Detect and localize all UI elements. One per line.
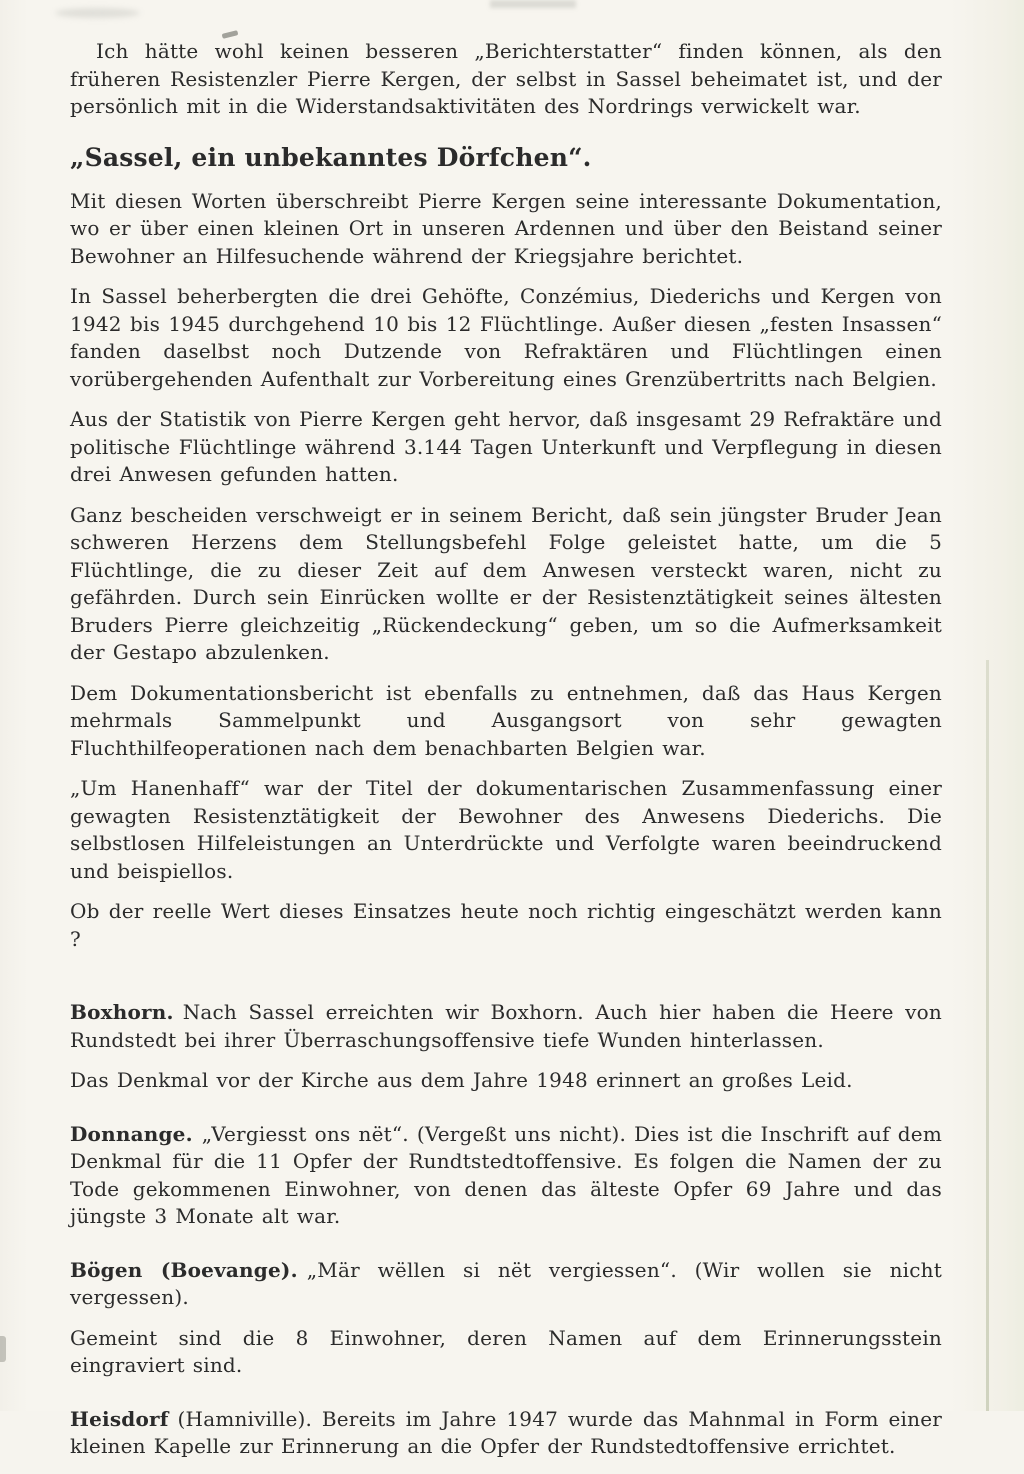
paragraph-boxhorn [70,999,942,1054]
paragraph-text: „Mär wëllen si nët vergiessen“. (Wir wollen sie nicht vergessen). [70,1257,942,1309]
paragraph-heisdorf [70,1406,942,1461]
paragraph-text: Aus der Statistik von Pierre Kergen geht hervor, daß insgesamt 29 Refraktäre und politische Flüchtlinge während 3.144 Tagen Unterkunft und Verpflegung in diesen drei Anwesen gefunden hatten. [70,407,942,486]
paragraph-text: Mit diesen Worten überschreibt Pierre Kergen seine interessante Dokumentation, wo er über einen kleinen Ort in unseren Ardennen und über den Beistand seiner Bewohner an Hilfesuchende während der Kriegsjahre berichtet. [70,188,942,268]
paragraph-text: In Sassel beherbergten die drei Gehöfte, Conzémius, Diederichs und Kergen von 1942 bis 1945 durchgehend 10 bis 12 Flüchtlinge. Außer diesen „festen Insassen“ fanden daselbst noch Dutzende von Refraktären und Flüchtlingen einen vorübergehenden Aufenthalt zur Vorbereitung eines Grenzübertritts nach Belgien. [70,284,942,391]
paragraph [70,188,942,271]
paragraph-donnange [70,1121,942,1231]
paragraph [70,1067,942,1095]
scan-artifact [55,8,140,18]
paragraph-intro [70,38,942,121]
document-content [70,38,942,1474]
paragraph-text: Ganz bescheiden verschweigt er in seinem Bericht, daß sein jüngster Bruder Jean schweren Herzens dem Stellungsbefehl Folge geleistet hatte, um die 5 Flüchtlinge, die zu dieser Zeit auf dem Anwesen versteckt waren, nicht zu gefährden. Durch sein Einrücken wollte er der Resistenztätigkeit seines ältesten Bruders Pierre gleichzeitig „Rückendeckung“ geben, um so die Aufmerksamkeit der Gestapo abzulenken. [70,502,942,664]
place-name-donnange: Donnange. [70,1121,193,1146]
page-edge-shadow [986,660,989,1411]
paragraph-text: Das Denkmal vor der Kirche aus dem Jahre 1948 erinnert an großes Leid. [70,1068,853,1092]
paragraph [70,898,942,953]
paragraph [70,680,942,763]
place-name-boxhorn: Boxhorn. [70,1000,174,1024]
paragraph [70,1325,942,1380]
place-name-boegen: Bögen (Boevange). [70,1257,298,1282]
paragraph [70,406,942,489]
paragraph [70,283,942,393]
place-name-heisdorf: Heisdorf [70,1406,169,1431]
paragraph [70,775,942,885]
paragraph-boegen [70,1257,942,1312]
scan-artifact [490,0,576,8]
paragraph-text: Ob der reelle Wert dieses Einsatzes heute noch richtig eingeschätzt werden kann ? [70,899,942,951]
paragraph-text: Nach Sassel erreichten wir Boxhorn. Auch hier haben die Heere von Rundstedt bei ihrer Überraschungsoffensive tiefe Wunden hinterlassen. [70,1000,942,1052]
scan-artifact [0,1336,6,1362]
paragraph-text: Ich hätte wohl keinen besseren „Berichterstatter“ finden können, als den früheren Resistenzler Pierre Kergen, der selbst in Sassel beheimatet ist, und der persönlich mit in die Widerstandsaktivitäten des Nordrings verwickelt war. [70,39,942,118]
section-heading: „Sassel, ein unbekanntes Dörfchen“. [70,142,592,172]
paragraph-text: Gemeint sind die 8 Einwohner, deren Namen auf dem Erinnerungsstein eingraviert sind. [70,1325,942,1377]
paragraph-text: „Um Hanenhaff“ war der Titel der dokumentarischen Zusammenfassung einer gewagten Resistenztätigkeit der Bewohner des Anwesens Diederichs. Die selbstlosen Hilfeleistungen an Unterdrückte und Verfolgte waren beeindruckend und beispiellos. [70,776,942,883]
paragraph-text: (Hamniville). Bereits im Jahre 1947 wurde das Mahnmal in Form einer kleinen Kapelle zur Erinnerung an die Opfer der Rundstedtoffensive errichtet. [70,1406,942,1458]
paragraph-text: Dem Dokumentationsbericht ist ebenfalls zu entnehmen, daß das Haus Kergen mehrmals Sammelpunkt und Ausgangsort von sehr gewagten Fluchthilfeoperationen nach dem benachbarten Belgien war. [70,680,942,760]
paragraph [70,502,942,667]
paragraph-text: „Vergiesst ons nët“. (Vergeßt uns nicht). Dies ist die Inschrift auf dem Denkmal für die 11 Opfer der Rundtstedtoffensive. Es folgen die Namen der zu Tode gekommenen Einwohner, von denen das älteste Opfer 69 Jahre und das jüngste 3 Monate alt war. [70,1121,942,1228]
